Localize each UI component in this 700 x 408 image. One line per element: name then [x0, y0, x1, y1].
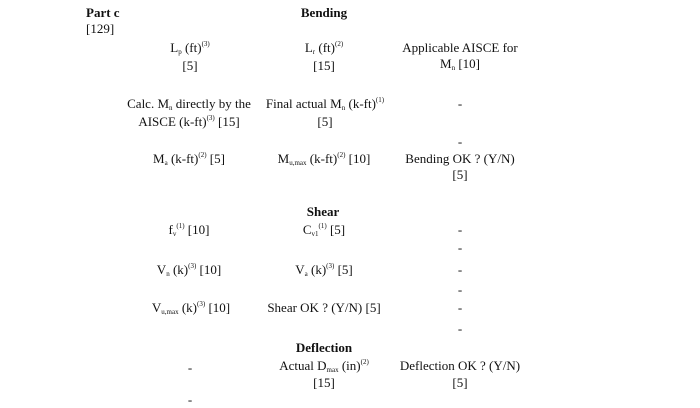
mn-points: $M_n$ [10] [440, 56, 480, 72]
aisce-label: Applicable AISCE for [402, 40, 518, 55]
final-mn-label: Final actual $M_n$ $(k-ft)^{(1)}$ [265, 96, 385, 112]
deflection-heading: Deflection [295, 340, 353, 355]
dash: - [457, 222, 463, 237]
dash: - [457, 282, 463, 297]
actual-dmax-points: [15] [313, 375, 335, 390]
calc-mn-units: AISCE $(k-ft)^{(3)}$ [15] [138, 114, 240, 129]
vn-label: $V_n$ $(k)^{(3)}$ [10] [156, 262, 222, 278]
dash: - [457, 321, 463, 336]
fv-label: $f_v^{(1)}$ [10] [168, 222, 210, 238]
shear-heading: Shear [306, 204, 340, 219]
va-label: $V_a$ $(k)^{(3)}$ [5] [295, 262, 353, 278]
lp-label: $L_p$ (ft)$^{(3)}$ [170, 40, 210, 56]
ma-label: $M_a$ $(k-ft)^{(2)}$ [5] [153, 151, 225, 167]
mumax-label: $M_{u,max}$ $(k-ft)^{(2)}$ [10] [277, 151, 371, 167]
cv1-label: $C_{v1}^{(1)}$ [5] [302, 222, 346, 238]
shear-ok-label: Shear OK ? (Y/N) [5] [267, 300, 381, 315]
calc-mn-label: Calc. $M_n$ directly by the [127, 96, 251, 112]
lr-points: [15] [313, 58, 335, 73]
dash: - [457, 240, 463, 255]
dash: - [187, 360, 193, 375]
vumax-label: $V_{u,max}$ $(k)^{(3)}$ [10] [151, 300, 231, 316]
bending-ok-label: Bending OK ? (Y/N) [405, 151, 515, 166]
dash: - [457, 96, 463, 111]
lr-label: $L_r$ (ft)$^{(2)}$ [304, 40, 344, 56]
dash: - [457, 300, 463, 315]
bending-heading: Bending [300, 5, 348, 20]
deflection-ok-points: [5] [452, 375, 468, 390]
dash: - [457, 262, 463, 277]
part-points: [129] [86, 21, 115, 36]
dash: - [457, 134, 463, 149]
final-mn-points: [5] [317, 114, 333, 129]
bending-ok-points: [5] [452, 167, 468, 182]
actual-dmax-label: Actual $D_{max}$ (in)$^{(2)}$ [279, 358, 369, 374]
lp-points: [5] [182, 58, 198, 73]
part-title: Part c [86, 5, 120, 20]
deflection-ok-label: Deflection OK ? (Y/N) [399, 358, 521, 373]
dash: - [187, 392, 193, 407]
